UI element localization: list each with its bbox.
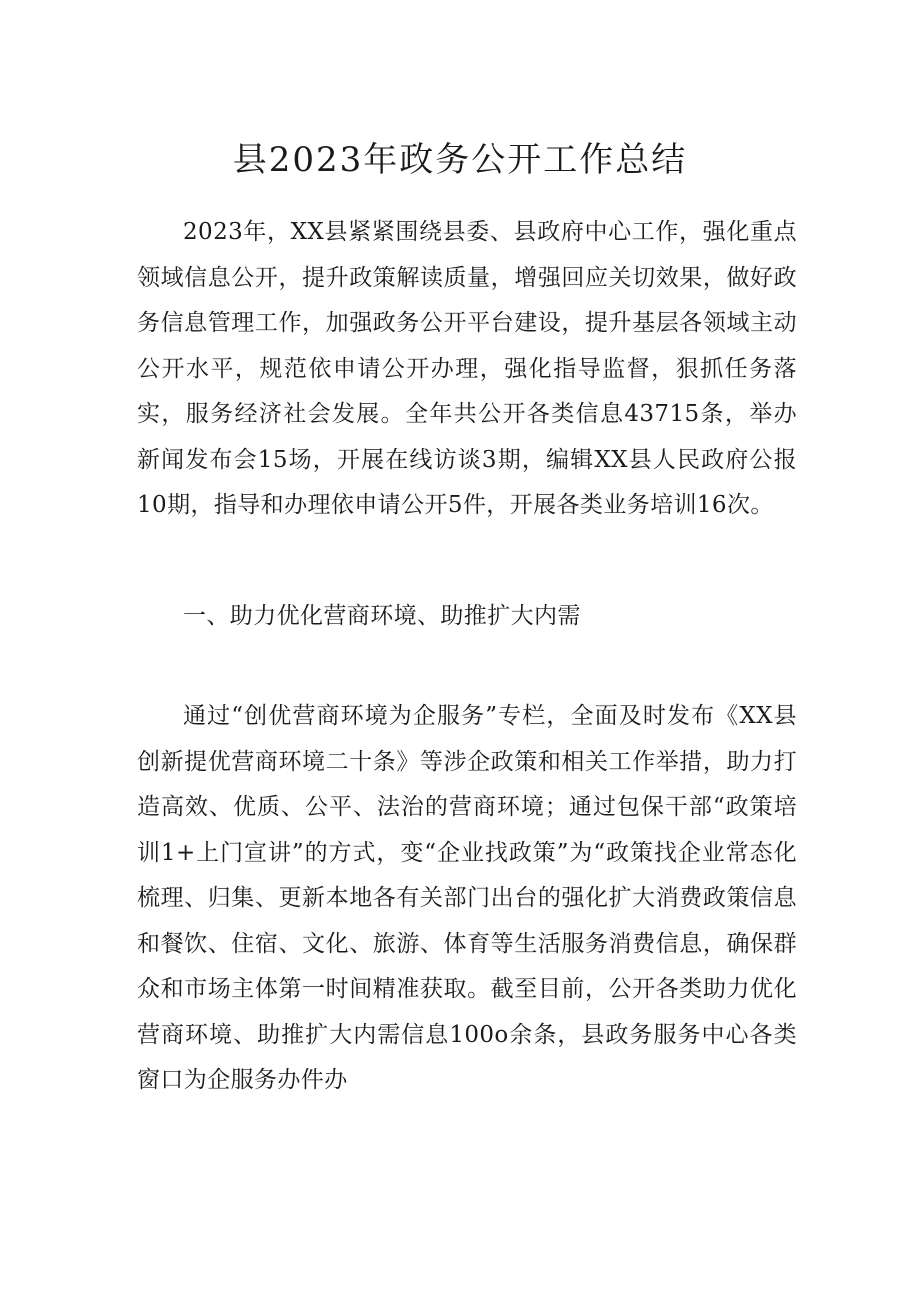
section-heading: 一、助力优化营商环境、助推扩大内需 bbox=[183, 603, 581, 629]
section-paragraph: 通过“创优营商环境为企服务”专栏，全面及时发布《XX县创新提优营商环境二十条》等涉企政策和相关工作举措，助力打造高效、优质、公平、法治的营商环境；通过包保干部“政策培训1+上门宣讲”的方式，变“企业找政策”为“政策找企业常态化梳理、归集、更新本地各有关部门出台的强化扩大消费政策信息和餐饮、住宿、文化、旅游、体育等生活服务消费信息，确保群众和市场主体第一时间精准获取。截至目前，公开各类助力优化营商环境、助推扩大内需信息100o余条，县政务服务中心各类窗口为企服务办件办 bbox=[137, 703, 797, 1093]
intro-paragraph: 2023年，XX县紧紧围绕县委、县政府中心工作，强化重点领域信息公开，提升政策解读质量，增强回应关切效果，做好政务信息管理工作，加强政务公开平台建设，提升基层各领域主动公开水平，规范依申请公开办理，强化指导监督，狠抓任务落实，服务经济社会发展。全年共公开各类信息43715条，举办新闻发布会15场，开展在线访谈3期，编辑XX县人民政府公报10期，指导和办理依申请公开5件，开展各类业务培训16次。 bbox=[137, 219, 797, 518]
document-title: 县2023年政务公开工作总结 bbox=[232, 140, 688, 180]
